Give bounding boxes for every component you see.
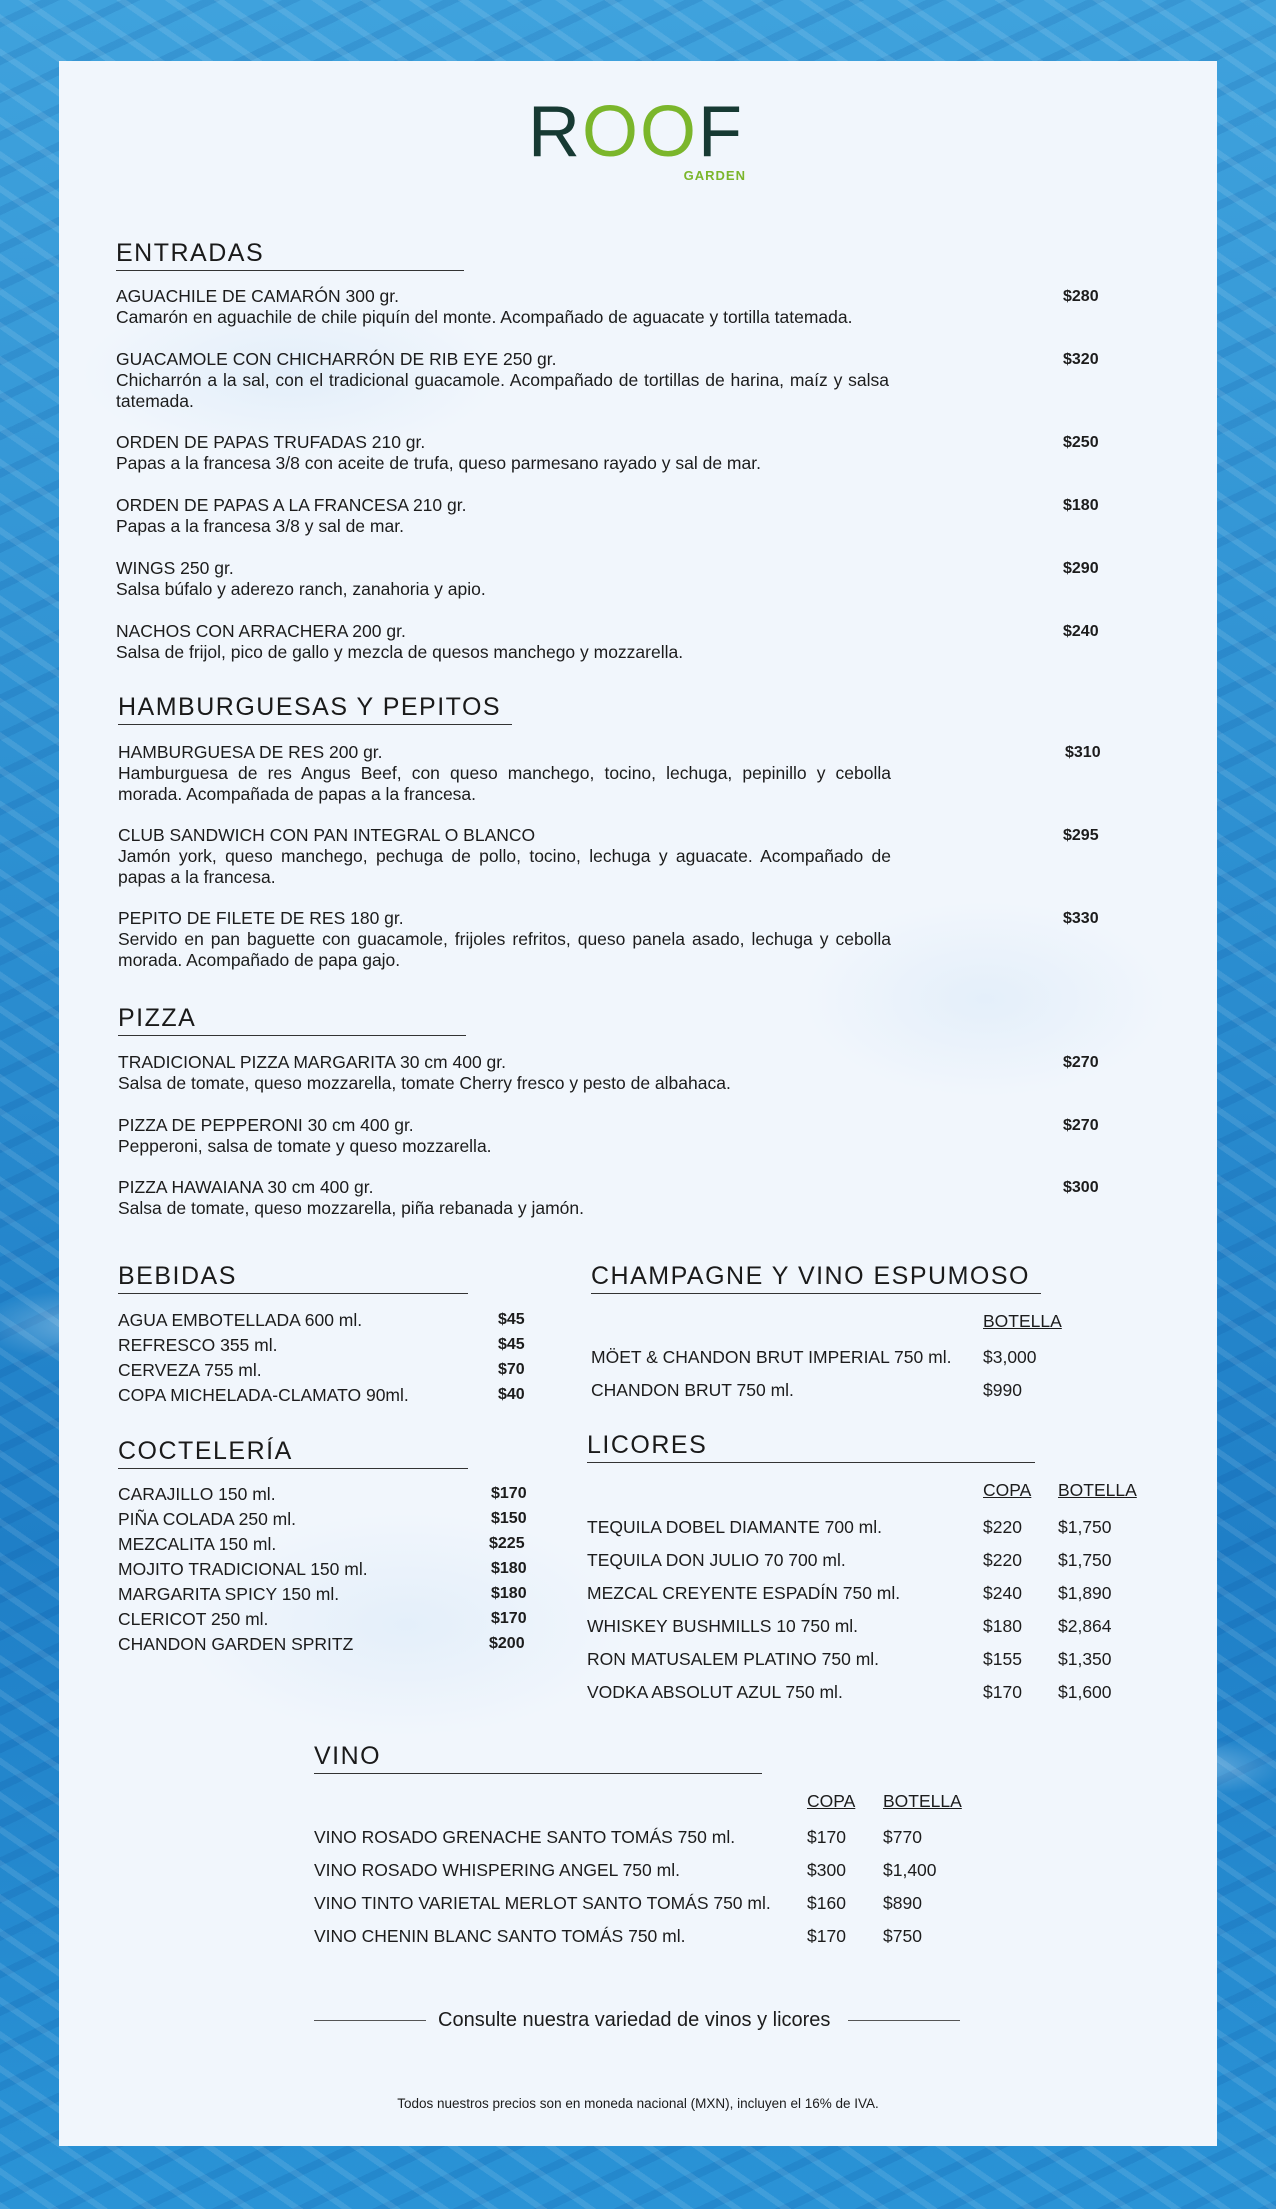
liquor-name: MEZCAL CREYENTE ESPADÍN 750 ml. [587, 1583, 901, 1603]
wine-botella-price: $750 [883, 1926, 922, 1946]
cocktail-price: $170 [491, 1485, 527, 1502]
champagne-name: MÖET & CHANDON BRUT IMPERIAL 750 ml. [591, 1347, 952, 1367]
drink-price: $70 [498, 1361, 525, 1378]
logo-letter-r: R [528, 92, 582, 172]
menu-item [116, 558, 1116, 600]
item-price: $240 [1063, 623, 1099, 640]
item-name: ORDEN DE PAPAS A LA FRANCESA 210 gr. [116, 495, 467, 515]
menu-item [118, 1052, 1118, 1094]
item-name: PIZZA HAWAIANA 30 cm 400 gr. [118, 1177, 374, 1197]
drink-name: AGUA EMBOTELLADA 600 ml. [118, 1310, 363, 1330]
wine-copa-price: $170 [807, 1827, 846, 1847]
item-price: $310 [1065, 744, 1101, 761]
item-name: PIZZA DE PEPPERONI 30 cm 400 gr. [118, 1115, 414, 1135]
logo-letters-oo: OO [582, 92, 699, 172]
column-header-copa: COPA [807, 1791, 856, 1811]
liquor-copa-price: $180 [983, 1616, 1022, 1636]
section-title-vino: VINO [314, 1741, 762, 1774]
item-desc: Salsa de frijol, pico de gallo y mezcla de quesos manchego y mozzarella. [116, 642, 684, 662]
wine-copa-price: $170 [807, 1926, 846, 1946]
menu-item [118, 825, 1118, 888]
menu-item [118, 742, 1118, 805]
section-title-licores: LICORES [587, 1430, 1035, 1463]
section-title-champagne: CHAMPAGNE Y VINO ESPUMOSO [591, 1261, 1041, 1294]
section-title-entradas: ENTRADAS [116, 238, 464, 271]
menu-item [118, 1115, 1118, 1157]
menu-item [116, 495, 1116, 537]
column-header-botella: BOTELLA [1058, 1480, 1137, 1500]
logo-subtitle: GARDEN [683, 168, 746, 183]
item-desc: Papas a la francesa 3/8 y sal de mar. [116, 516, 404, 536]
wine-botella-price: $770 [883, 1827, 922, 1847]
menu-item [116, 621, 1116, 663]
item-price: $270 [1063, 1117, 1099, 1134]
item-name: ORDEN DE PAPAS TRUFADAS 210 gr. [116, 432, 426, 452]
column-header-copa: COPA [983, 1480, 1032, 1500]
champagne-name: CHANDON BRUT 750 ml. [591, 1380, 794, 1400]
item-name: HAMBURGUESA DE RES 200 gr. [118, 742, 383, 762]
divider-left [314, 2020, 426, 2021]
liquor-botella-price: $1,600 [1058, 1682, 1112, 1702]
item-desc: Servido en pan baguette con guacamole, frijoles refritos, queso panela asado, lechuga y cebolla morada. Acompañado de papa gajo. [118, 929, 891, 970]
cocktail-name: MEZCALITA 150 ml. [118, 1534, 277, 1554]
item-name: WINGS 250 gr. [116, 558, 234, 578]
wine-botella-price: $1,400 [883, 1860, 937, 1880]
section-title-hamburguesas: HAMBURGUESAS Y PEPITOS [118, 692, 512, 725]
liquor-copa-price: $240 [983, 1583, 1022, 1603]
liquor-copa-price: $220 [983, 1517, 1022, 1537]
liquor-name: WHISKEY BUSHMILLS 10 750 ml. [587, 1616, 859, 1636]
liquor-botella-price: $1,750 [1058, 1550, 1112, 1570]
item-price: $180 [1063, 497, 1099, 514]
price-disclaimer: Todos nuestros precios son en moneda nacional (MXN), incluyen el 16% de IVA. [397, 2096, 879, 2111]
section-title-pizza: PIZZA [118, 1003, 466, 1036]
menu-item [116, 349, 1116, 412]
item-price: $300 [1063, 1179, 1099, 1196]
wine-copa-price: $300 [807, 1860, 846, 1880]
liquor-name: VODKA ABSOLUT AZUL 750 ml. [587, 1682, 843, 1702]
drink-name: COPA MICHELADA-CLAMATO 90ml. [118, 1385, 409, 1405]
column-header-botella: BOTELLA [883, 1791, 962, 1811]
menu-item [118, 908, 1118, 971]
cocktail-price: $170 [491, 1610, 527, 1627]
item-price: $320 [1063, 351, 1099, 368]
liquor-botella-price: $2,864 [1058, 1616, 1112, 1636]
wine-name: VINO CHENIN BLANC SANTO TOMÁS 750 ml. [314, 1926, 686, 1946]
cocktail-name: CHANDON GARDEN SPRITZ [118, 1634, 354, 1654]
cocktail-name: CLERICOT 250 ml. [118, 1609, 269, 1629]
cocktail-name: MARGARITA SPICY 150 ml. [118, 1584, 340, 1604]
item-name: AGUACHILE DE CAMARÓN 300 gr. [116, 286, 399, 306]
item-desc: Camarón en aguachile de chile piquín del monte. Acompañado de aguacate y tortilla tatemada. [116, 307, 853, 327]
item-desc: Jamón york, queso manchego, pechuga de pollo, tocino, lechuga y aguacate. Acompañado de papas a la francesa. [118, 846, 891, 887]
liquor-botella-price: $1,890 [1058, 1583, 1112, 1603]
liquor-copa-price: $220 [983, 1550, 1022, 1570]
cocktail-price: $225 [489, 1535, 525, 1552]
item-price: $295 [1063, 827, 1099, 844]
item-desc: Salsa búfalo y aderezo ranch, zanahoria y apio. [116, 579, 486, 599]
item-price: $290 [1063, 560, 1099, 577]
item-price: $270 [1063, 1054, 1099, 1071]
section-title-bebidas: BEBIDAS [118, 1261, 468, 1294]
champagne-botella-price: $990 [983, 1380, 1022, 1400]
liquor-name: TEQUILA DOBEL DIAMANTE 700 ml. [587, 1517, 882, 1537]
champagne-botella-price: $3,000 [983, 1347, 1037, 1367]
drink-name: REFRESCO 355 ml. [118, 1335, 278, 1355]
roof-garden-logo [528, 92, 748, 186]
item-price: $250 [1063, 434, 1099, 451]
drink-price: $40 [498, 1386, 525, 1403]
cocktail-price: $150 [491, 1510, 527, 1527]
item-price: $280 [1063, 288, 1099, 305]
menu-item [116, 432, 1116, 474]
menu-item [118, 1177, 1118, 1219]
item-desc: Hamburguesa de res Angus Beef, con queso manchego, tocino, lechuga, pepinillo y cebolla morada. Acompañada de papas a la francesa. [118, 763, 891, 804]
liquor-botella-price: $1,750 [1058, 1517, 1112, 1537]
liquor-botella-price: $1,350 [1058, 1649, 1112, 1669]
item-desc: Salsa de tomate, queso mozzarella, piña rebanada y jamón. [118, 1198, 584, 1218]
cocktail-name: PIÑA COLADA 250 ml. [118, 1509, 296, 1529]
item-name: GUACAMOLE CON CHICHARRÓN DE RIB EYE 250 gr. [116, 349, 557, 369]
drink-name: CERVEZA 755 ml. [118, 1360, 262, 1380]
item-name: CLUB SANDWICH CON PAN INTEGRAL O BLANCO [118, 825, 536, 845]
cocktail-name: CARAJILLO 150 ml. [118, 1484, 276, 1504]
wine-botella-price: $890 [883, 1893, 922, 1913]
cocktail-price: $180 [491, 1585, 527, 1602]
drink-price: $45 [498, 1311, 525, 1328]
column-header-botella: BOTELLA [983, 1311, 1062, 1331]
wine-name: VINO ROSADO GRENACHE SANTO TOMÁS 750 ml. [314, 1827, 736, 1847]
item-name: TRADICIONAL PIZZA MARGARITA 30 cm 400 gr. [118, 1052, 507, 1072]
item-name: PEPITO DE FILETE DE RES 180 gr. [118, 908, 404, 928]
wine-copa-price: $160 [807, 1893, 846, 1913]
item-desc: Pepperoni, salsa de tomate y queso mozzarella. [118, 1136, 492, 1156]
divider-right [848, 2020, 960, 2021]
drink-price: $45 [498, 1336, 525, 1353]
liquor-copa-price: $170 [983, 1682, 1022, 1702]
item-name: NACHOS CON ARRACHERA 200 gr. [116, 621, 406, 641]
liquor-name: RON MATUSALEM PLATINO 750 ml. [587, 1649, 880, 1669]
cocktail-price: $180 [491, 1560, 527, 1577]
cocktail-price: $200 [489, 1635, 525, 1652]
liquor-name: TEQUILA DON JULIO 70 700 ml. [587, 1550, 846, 1570]
cocktail-name: MOJITO TRADICIONAL 150 ml. [118, 1559, 368, 1579]
logo-wordmark [528, 92, 744, 172]
item-desc: Papas a la francesa 3/8 con aceite de trufa, queso parmesano rayado y sal de mar. [116, 453, 761, 473]
logo-letter-f: F [698, 92, 744, 172]
section-title-cocteleria: COCTELERÍA [118, 1436, 468, 1469]
item-price: $330 [1063, 910, 1099, 927]
wine-name: VINO ROSADO WHISPERING ANGEL 750 ml. [314, 1860, 680, 1880]
consult-note: Consulte nuestra variedad de vinos y licores [438, 2009, 831, 2031]
menu-item [116, 286, 1116, 328]
item-desc: Chicharrón a la sal, con el tradicional guacamole. Acompañado de tortillas de harina, maíz y salsa tatemada. [116, 370, 889, 411]
liquor-copa-price: $155 [983, 1649, 1022, 1669]
item-desc: Salsa de tomate, queso mozzarella, tomate Cherry fresco y pesto de albahaca. [118, 1073, 731, 1093]
wine-name: VINO TINTO VARIETAL MERLOT SANTO TOMÁS 750 ml. [314, 1893, 771, 1913]
